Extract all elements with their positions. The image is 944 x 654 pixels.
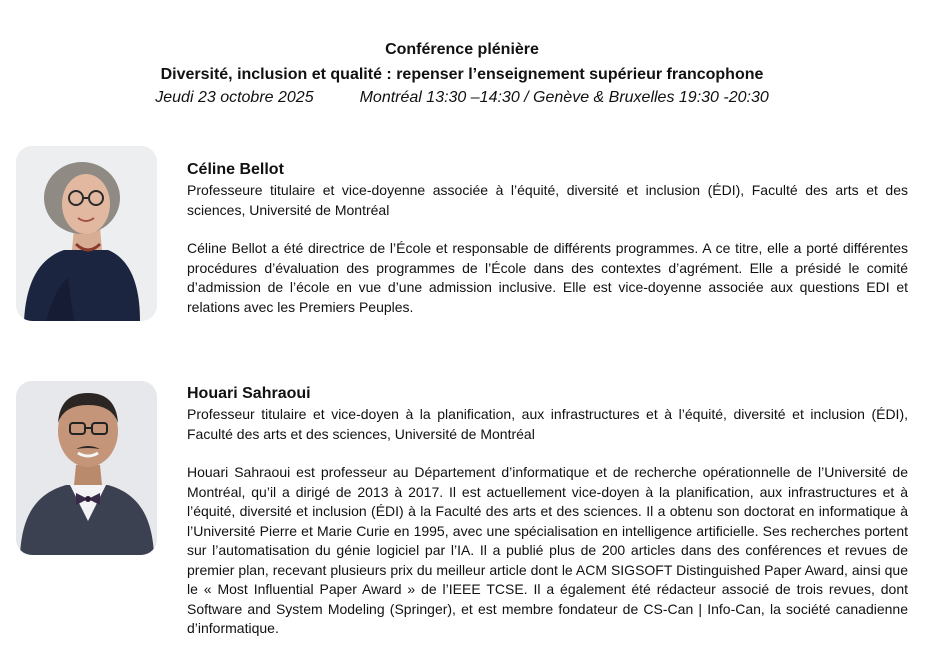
event-schedule: [0, 87, 924, 109]
speaker-name: Céline Bellot: [187, 161, 284, 178]
speaker-role: Professeure titulaire et vice-doyenne associée à l’équité, diversité et inclusion (ÉDI), Faculté des arts et des sciences, Université de Montréal: [187, 182, 908, 218]
speaker-info: [187, 384, 908, 639]
speaker-bio: Céline Bellot a été directrice de l’École et responsable de différents programmes. A ce titre, elle a porté différentes procédures d’évaluation des programmes de l’École dans des contextes d’agrément. Elle a présidé le comité d’admission de l’école en vue d’une admission inclusive. Elle est vice-doyenne associée aux questions EDI et relations avec les Premiers Peuples.: [187, 240, 908, 315]
speaker-name: Houari Sahraoui: [187, 385, 311, 402]
speaker-card: [16, 146, 912, 322]
speaker-photo-celine-bellot: [16, 146, 157, 321]
speaker-info: [187, 160, 908, 317]
speaker-photo-houari-sahraoui: [16, 381, 157, 555]
event-date: Jeudi 23 octobre 2025: [155, 89, 314, 106]
event-times: Montréal 13:30 –14:30 / Genève & Bruxelles 19:30 -20:30: [359, 89, 769, 106]
speaker-card: [16, 381, 912, 636]
event-subtitle: Diversité, inclusion et qualité : repenser l’enseignement supérieur francophone: [160, 66, 764, 83]
event-header: [0, 40, 924, 109]
speaker-role: Professeur titulaire et vice-doyen à la planification, aux infrastructures et à l’équité, diversité et inclusion (ÉDI), Faculté des arts et des sciences, Université de Montréal: [187, 406, 908, 442]
event-title: Conférence plénière: [385, 41, 539, 58]
speaker-bio: Houari Sahraoui est professeur au Département d’informatique et de recherche opérationnelle de l’Université de Montréal, qu’il a dirigé de 2013 à 2017. Il est actuellement vice-doyen à la planification, aux infrastructures et à l’équité, diversité et inclusion (ÉDI) à la Faculté des arts et des sciences. Il a obtenu son doctorat en informatique à l’Université Pierre et Marie Curie en 1995, avec une spécialisation en intelligence artificielle. Ses recherches portent sur l’automatisation du génie logiciel par l’IA. Il a publié plus de 200 articles dans des conférences et revues de premier plan, recevant plusieurs prix du meilleur article dont le ACM SIGSOFT Distinguished Paper Award, ainsi que le « Most Influential Paper Award » de l’IEEE TCSE. Il a également été rédacteur associé de trois revues, dont Software and System Modeling (Springer), et est membre fondateur de CS-Can | Info-Can, la société canadienne d’informatique.: [187, 464, 908, 636]
